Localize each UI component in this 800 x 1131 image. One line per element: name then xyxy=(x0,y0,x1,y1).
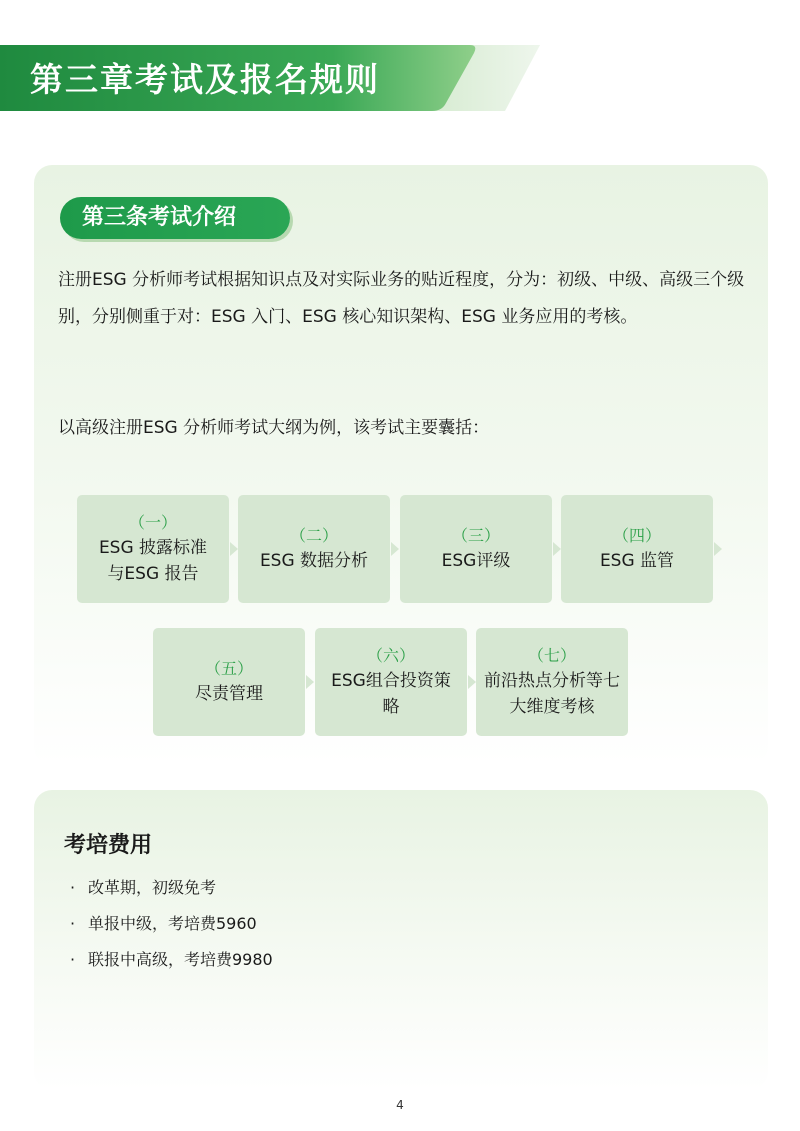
module-label: 尽责管理 xyxy=(195,684,263,704)
module-card xyxy=(561,495,713,603)
flow-arrow-icon xyxy=(553,542,561,556)
module-number: （一） xyxy=(128,513,177,532)
list-item xyxy=(70,870,273,906)
module-card xyxy=(153,628,305,736)
intro-paragraph: 注册ESG 分析师考试根据知识点及对实际业务的贴近程度，分为：初级、中级、高级三个级别，分别侧重于对：ESG 入门、ESG 核心知识架构、ESG 业务应用的考核。 xyxy=(58,270,745,327)
module-card xyxy=(476,628,628,736)
bullet-icon: · xyxy=(70,914,76,933)
bullet-icon: · xyxy=(70,878,76,897)
module-label: 前沿热点分析等七大维度考核 xyxy=(484,671,620,717)
chapter-title: 第三章考试及报名规则 xyxy=(30,60,380,99)
flow-arrow-icon xyxy=(468,675,476,689)
fees-list xyxy=(70,870,273,978)
syllabus-lead: 以高级注册ESG 分析师考试大纲为例，该考试主要囊括： xyxy=(58,418,490,438)
module-card xyxy=(238,495,390,603)
module-number: （二） xyxy=(289,526,338,545)
fee-text: 单报中级，考培费5960 xyxy=(88,914,257,933)
module-card xyxy=(400,495,552,603)
list-item xyxy=(70,942,273,978)
flow-arrow-icon xyxy=(230,542,238,556)
module-label: ESG 披露标准与ESG 报告 xyxy=(98,538,208,584)
flow-arrow-icon xyxy=(391,542,399,556)
flow-arrow-icon xyxy=(714,542,722,556)
module-label: ESG 监管 xyxy=(599,551,675,571)
list-item xyxy=(70,906,273,942)
module-number: （七） xyxy=(527,646,576,665)
module-card xyxy=(77,495,229,603)
module-label: ESG评级 xyxy=(441,551,511,571)
module-label: ESG 数据分析 xyxy=(259,551,369,571)
module-number: （四） xyxy=(612,526,661,545)
fees-title: 考培费用 xyxy=(64,833,153,858)
module-label: ESG组合投资策略 xyxy=(331,671,451,717)
fee-text: 改革期，初级免考 xyxy=(88,878,217,897)
module-number: （六） xyxy=(366,646,415,665)
bullet-icon: · xyxy=(70,950,76,969)
module-number: （五） xyxy=(204,659,253,678)
module-card xyxy=(315,628,467,736)
flow-arrow-icon xyxy=(306,675,314,689)
page-number: 4 xyxy=(396,1098,404,1112)
section-title: 第三条考试介绍 xyxy=(82,205,237,230)
fee-text: 联报中高级，考培费9980 xyxy=(88,950,273,969)
module-number: （三） xyxy=(451,526,500,545)
